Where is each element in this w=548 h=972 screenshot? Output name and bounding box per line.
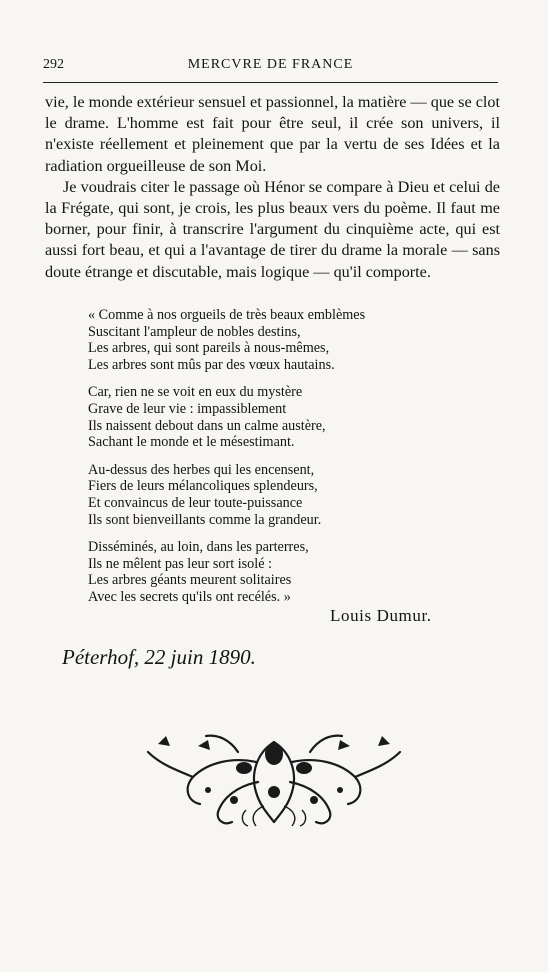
poem-line: Car, rien ne se voit en eux du mystère — [88, 384, 303, 401]
poem-line: Suscitant l'ampleur de nobles destins, — [88, 323, 301, 340]
poem-line: Grave de leur vie : impassiblement — [88, 400, 287, 417]
page-number: 292 — [43, 57, 64, 72]
poem-quotation — [88, 307, 478, 617]
poem-stanza — [88, 384, 478, 450]
running-title: MERCVRE DE FRANCE — [187, 57, 354, 72]
poem-line: Ils naissent debout dans un calme austère, — [88, 417, 326, 434]
dateline: Péterhof, 22 juin 1890. — [62, 645, 256, 669]
paragraph: Je voudrais citer le passage où Hénor se compare à Dieu et celui de la Frégate, qui sont, je crois, les plus beaux vers du poème. Il faut me borner, pour finir, à transcrire l'argument du cinquième acte, qui est aussi fort beau, et qui a l'avantage de tirer du drame la morale — sans doute étrange et discutable, mais logique — qu'il comporte. — [45, 177, 500, 281]
poem-line: Sachant le monde et le mésestimant. — [88, 434, 295, 451]
paragraph: vie, le monde extérieur sensuel et passionnel, la matière — que se clot le drame. L'homme est fait pour être seul, il crée son univers, il n'existe réellement et pleinement que par la vertu de ses Idées et la radiation orgueilleuse de son Moi. — [45, 93, 500, 175]
header-rule — [43, 82, 498, 83]
poem-line: Fiers de leurs mélancoliques splendeurs, — [88, 478, 318, 495]
body-text — [45, 92, 500, 283]
poem-line: Les arbres, qui sont pareils à nous-mêmes, — [88, 340, 330, 357]
page-header — [43, 57, 498, 79]
poem-line: Les arbres sont mûs par des vœux hautains. — [88, 356, 335, 373]
poem-line: Avec les secrets qu'ils ont recélés. » — [88, 588, 291, 605]
poem-line: Ils sont bienveillants comme la grandeur. — [88, 511, 322, 528]
poem-line: Les arbres géants meurent solitaires — [88, 572, 292, 589]
author-signature: Louis Dumur. — [330, 606, 432, 625]
poem-stanza — [88, 539, 478, 605]
poem-line: Et convaincus de leur toute-puissance — [88, 494, 303, 511]
poem-line: Ils ne mêlent pas leur sort isolé : — [88, 555, 273, 572]
poem-stanza — [88, 462, 478, 528]
poem-stanza — [88, 307, 478, 373]
poem-line: Au-dessus des herbes qui les encensent, — [88, 461, 315, 478]
floral-ornament-icon — [138, 722, 410, 832]
poem-line: Disséminés, au loin, dans les parterres, — [88, 539, 309, 556]
poem-line: « Comme à nos orgueils de très beaux emblèmes — [88, 307, 366, 323]
